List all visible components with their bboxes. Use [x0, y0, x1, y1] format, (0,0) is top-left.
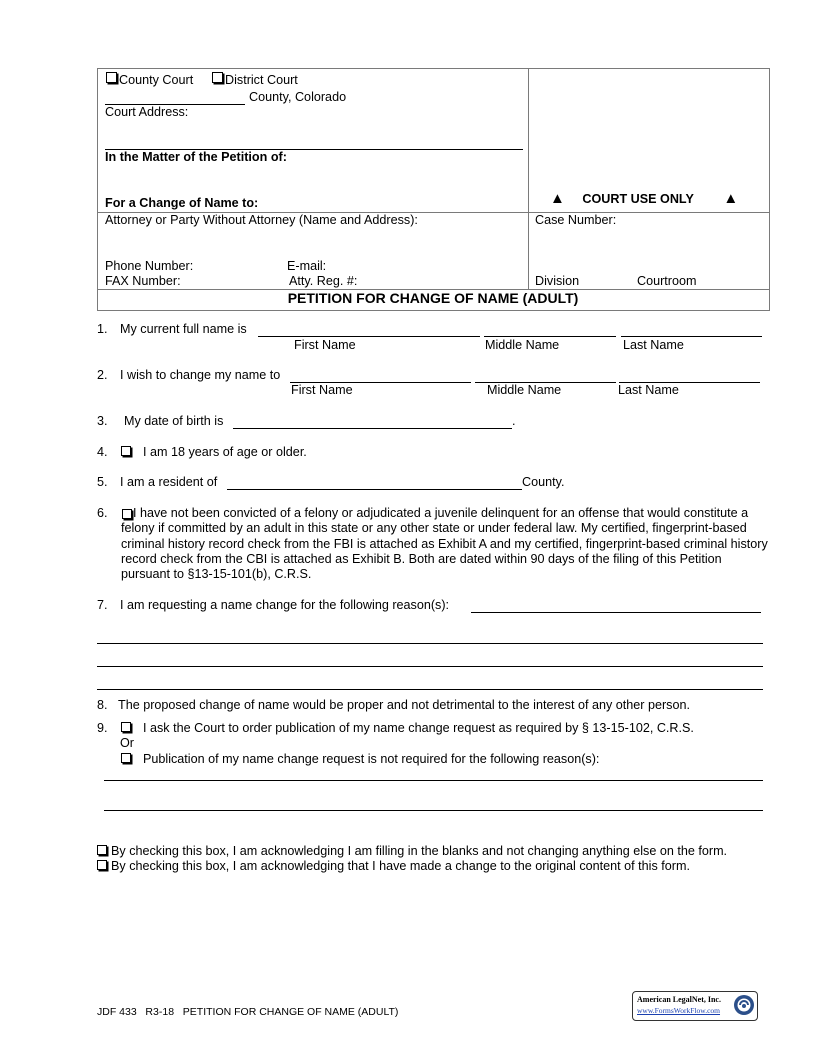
caption-vertical-divider: [528, 68, 529, 289]
reason-blank-2[interactable]: [97, 643, 763, 644]
item-6-text: I have not been convicted of a felony or adjudicated a juvenile delinquent for an offense that would constitute a felony if committed by an adult in this state or any other state or under federal law. My certified, fingerprint-based criminal history record check from the FBI is attached as Exhibit A and my certified, fingerprint-based criminal history record check from the CBI is attached as Exhibit B. Both are dated within 90 days of the filing of this Petition pursuant to §13-15-101(b), C.R.S.: [121, 506, 768, 582]
item-4-number: 4.: [97, 445, 108, 459]
logo-company-name: American LegalNet, Inc.: [637, 995, 721, 1004]
item-9-number: 9.: [97, 721, 108, 735]
county-of-residence-blank[interactable]: [227, 489, 522, 490]
item-5-number: 5.: [97, 475, 108, 489]
courtroom-label: Courtroom: [637, 274, 697, 288]
phone-label: Phone Number:: [105, 259, 194, 273]
court-address-label: Court Address:: [105, 105, 189, 119]
atty-reg-label: Atty. Reg. #:: [289, 274, 358, 288]
no-publication-option[interactable]: Publication of my name change request is not required for the following reason(s):: [121, 752, 599, 766]
case-number-label: Case Number:: [535, 213, 617, 227]
age-checkbox[interactable]: [121, 446, 131, 456]
item-5-text: I am a resident of: [120, 475, 218, 489]
item-1-number: 1.: [97, 322, 108, 336]
item-3-end: .: [512, 414, 516, 428]
ack-no-changes-checkbox[interactable]: [97, 845, 107, 855]
up-triangle-icon: ▲: [723, 190, 739, 207]
logo-url-link[interactable]: www.FormsWorkFlow.com: [637, 1006, 721, 1015]
item-2-number: 2.: [97, 368, 108, 382]
court-use-only: ▲ COURT USE ONLY ▲: [550, 190, 739, 207]
item-3-text: My date of birth is: [124, 414, 224, 428]
ack-changes-made-checkbox[interactable]: [97, 860, 107, 870]
item-6-number: 6.: [97, 506, 108, 520]
item-3-number: 3.: [97, 414, 108, 428]
globe-icon: [733, 994, 755, 1016]
item-7-text: I am requesting a name change for the following reason(s):: [120, 598, 450, 612]
email-label: E-mail:: [287, 259, 327, 273]
current-last-name-blank[interactable]: [621, 336, 762, 337]
fax-label: FAX Number:: [105, 274, 181, 288]
item-7-number: 7.: [97, 598, 108, 612]
or-label: Or: [120, 736, 134, 750]
reason-blank-3[interactable]: [97, 666, 763, 667]
county-court-checkbox[interactable]: [106, 72, 117, 83]
matter-of-label: In the Matter of the Petition of:: [105, 150, 287, 164]
publication-checkbox[interactable]: [121, 722, 131, 732]
middle-name-label: Middle Name: [485, 338, 560, 352]
form-title: PETITION FOR CHANGE OF NAME (ADULT): [287, 290, 579, 306]
reason-blank-4[interactable]: [97, 689, 763, 690]
current-first-name-blank[interactable]: [258, 336, 480, 337]
legalnet-logo: [632, 991, 758, 1021]
up-triangle-icon: ▲: [550, 190, 565, 207]
county-colorado-label: County, Colorado: [249, 90, 347, 104]
ack-no-changes-option[interactable]: By checking this box, I am acknowledging I am filling in the blanks and not changing anything else on the form.: [97, 844, 727, 858]
middle-name-label: Middle Name: [487, 383, 562, 397]
district-court-checkbox[interactable]: [212, 72, 223, 83]
item-8-text: The proposed change of name would be proper and not detrimental to the interest of any other person.: [118, 698, 690, 712]
item-1-text: My current full name is: [120, 322, 247, 336]
attorney-label: Attorney or Party Without Attorney (Name and Address):: [105, 213, 418, 227]
age-option[interactable]: I am 18 years of age or older.: [121, 445, 307, 459]
division-label: Division: [535, 274, 580, 288]
ack-changes-made-option[interactable]: By checking this box, I am acknowledging that I have made a change to the original content of this form.: [97, 859, 690, 873]
last-name-label: Last Name: [618, 383, 679, 397]
item-5-end: County.: [522, 475, 565, 489]
county-court-option[interactable]: County Court: [106, 72, 193, 87]
last-name-label: Last Name: [623, 338, 684, 352]
current-middle-name-blank[interactable]: [484, 336, 616, 337]
no-publication-checkbox[interactable]: [121, 753, 131, 763]
form-id-footer: JDF 433 R3-18 PETITION FOR CHANGE OF NAME (ADULT): [97, 1006, 399, 1018]
reason-blank-1[interactable]: [471, 612, 761, 613]
first-name-label: First Name: [294, 338, 356, 352]
district-court-option[interactable]: District Court: [212, 72, 298, 87]
publication-option[interactable]: I ask the Court to order publication of my name change request as required by § 13-15-102, C.R.S.: [121, 721, 694, 735]
date-of-birth-blank[interactable]: [233, 428, 512, 429]
item-8-number: 8.: [97, 698, 108, 712]
item-2-text: I wish to change my name to: [120, 368, 281, 382]
publication-reason-blank-2[interactable]: [104, 810, 763, 811]
first-name-label: First Name: [291, 383, 353, 397]
change-name-to-label: For a Change of Name to:: [105, 196, 259, 210]
publication-reason-blank-1[interactable]: [104, 780, 763, 781]
